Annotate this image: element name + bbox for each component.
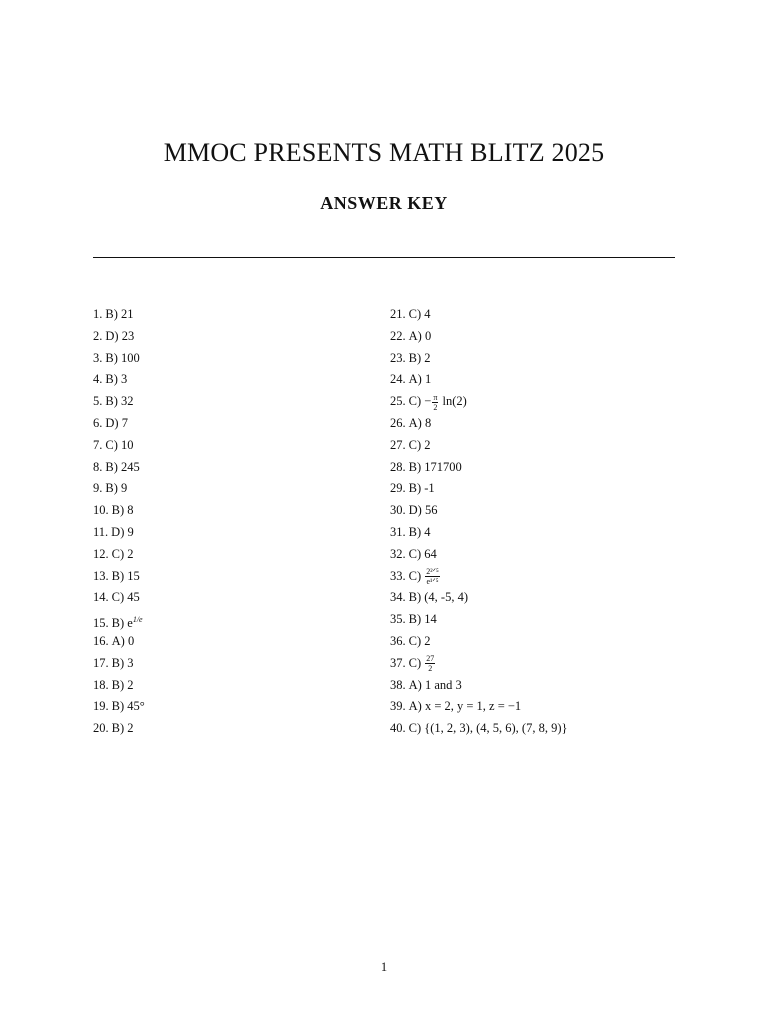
answer-number: 3. [93, 350, 103, 365]
answer-text: C) {(1, 2, 3), (4, 5, 6), (7, 8, 9)} [408, 721, 568, 736]
answer-item [390, 718, 567, 740]
header-divider [93, 257, 675, 258]
answer-item [93, 326, 145, 348]
answer-number: 39. [390, 699, 406, 714]
answer-item [390, 500, 567, 522]
answer-item [93, 587, 145, 609]
answer-fraction [432, 393, 438, 412]
answer-text: B) 245 [105, 459, 140, 474]
answer-item [93, 696, 145, 718]
answer-number: 26. [390, 415, 406, 430]
answer-number: 12. [93, 546, 109, 561]
answer-text: C) 64 [408, 546, 437, 561]
answer-item [93, 718, 145, 740]
answer-item [390, 631, 567, 653]
answer-number: 16. [93, 633, 109, 648]
answer-item [93, 391, 145, 413]
answer-text: C) 4 [408, 307, 431, 321]
fraction-denominator: 2 [428, 664, 433, 674]
answer-text: B) -1 [408, 481, 435, 496]
answer-number: 19. [93, 699, 109, 714]
answer-item [93, 544, 145, 566]
answer-number: 24. [390, 372, 406, 387]
answer-item [93, 457, 145, 479]
answer-item [390, 696, 567, 718]
answer-text: B) 45° [111, 699, 145, 714]
answer-item [93, 304, 145, 326]
answer-item [390, 391, 567, 413]
answer-item [93, 478, 145, 500]
answer-number: 17. [93, 655, 109, 670]
answer-number: 6. [93, 415, 103, 430]
answer-item [93, 566, 145, 588]
answer-text: B) e [111, 616, 133, 631]
answer-item [390, 566, 567, 588]
fraction-numerator: 27 [426, 654, 435, 664]
answer-list-left [93, 304, 145, 740]
answer-item [93, 522, 145, 544]
answer-superscript: 1/e [132, 615, 143, 625]
answer-text: B) 21 [105, 307, 134, 321]
answer-number: 2. [93, 328, 103, 343]
answer-number: 32. [390, 546, 406, 561]
answer-number: 35. [390, 612, 406, 627]
fraction-numerator: 2²ᐟ⁵ [426, 567, 439, 577]
answer-text: D) 56 [408, 503, 438, 518]
answer-text: D) 23 [105, 328, 135, 343]
answer-fraction [425, 654, 435, 673]
answer-text: C) − [408, 394, 432, 409]
answer-number: 31. [390, 524, 406, 539]
answer-number: 25. [390, 394, 406, 409]
page-number: 1 [380, 960, 388, 974]
answer-item [390, 609, 567, 631]
answer-number: 28. [390, 459, 406, 474]
answer-number: 33. [390, 568, 406, 583]
answer-item [390, 369, 567, 391]
answer-number: 5. [93, 394, 103, 409]
answer-text: B) 2 [408, 350, 431, 365]
answer-number: 23. [390, 350, 406, 365]
fraction-denominator: e¹ᐟ⁵ [426, 577, 439, 587]
answer-number: 15. [93, 616, 109, 631]
answer-text: A) 1 [408, 372, 432, 387]
answer-text: B) (4, -5, 4) [408, 590, 468, 605]
answer-text: B) 14 [408, 612, 437, 627]
answer-text: B) 9 [105, 481, 128, 496]
answer-list-right [390, 304, 567, 740]
answer-item [390, 544, 567, 566]
fraction-numerator: π [433, 392, 438, 402]
answer-number: 14. [93, 590, 109, 605]
answer-item [390, 348, 567, 370]
answer-text: B) 15 [111, 568, 140, 583]
answer-item [390, 522, 567, 544]
answer-text: C) 10 [105, 437, 134, 452]
page-title: MMOC PRESENTS MATH BLITZ 2025 [163, 138, 605, 167]
answer-text: B) 3 [105, 372, 128, 387]
answer-number: 27. [390, 437, 406, 452]
answer-number: 7. [93, 437, 103, 452]
answer-number: 10. [93, 503, 109, 518]
answer-number: 13. [93, 568, 109, 583]
answer-text-suffix: ln(2) [439, 394, 467, 409]
answer-text: A) 0 [408, 328, 432, 343]
answer-number: 18. [93, 677, 109, 692]
answer-number: 4. [93, 372, 103, 387]
answer-text: C) [408, 568, 425, 583]
answer-number: 36. [390, 633, 406, 648]
answer-number: 34. [390, 590, 406, 605]
answer-number: 11. [93, 524, 109, 539]
answer-item [390, 413, 567, 435]
answer-item [390, 304, 567, 326]
answer-item [93, 435, 145, 457]
fraction-denominator: 2 [433, 402, 438, 412]
answer-item [390, 675, 567, 697]
answer-text: C) 2 [408, 437, 431, 452]
answer-number: 1. [93, 307, 103, 321]
answer-number: 40. [390, 721, 406, 736]
answer-text: B) 2 [111, 677, 134, 692]
answer-item [93, 369, 145, 391]
answer-item [93, 500, 145, 522]
answer-text: B) 3 [111, 655, 134, 670]
answer-text: A) 0 [111, 633, 135, 648]
answer-item [93, 413, 145, 435]
page-subtitle: ANSWER KEY [320, 193, 448, 213]
answer-text: B) 100 [105, 350, 140, 365]
answer-fraction [425, 567, 440, 586]
answer-item [93, 675, 145, 697]
answer-text: B) 8 [111, 503, 134, 518]
answer-number: 38. [390, 677, 406, 692]
answer-item [93, 609, 145, 631]
answer-item [93, 631, 145, 653]
answer-text: D) 7 [105, 415, 128, 430]
answer-number: 20. [93, 721, 109, 736]
answer-item [390, 457, 567, 479]
answer-item [390, 478, 567, 500]
answer-item [93, 348, 145, 370]
answer-item [390, 326, 567, 348]
answer-text: D) 9 [111, 524, 134, 539]
answer-text: A) x = 2, y = 1, z = −1 [408, 699, 522, 714]
answer-number: 8. [93, 459, 103, 474]
answer-item [390, 653, 567, 675]
answer-text: A) 1 and 3 [408, 677, 462, 692]
answer-number: 37. [390, 655, 406, 670]
answer-text: C) 2 [111, 546, 134, 561]
answer-text: A) 8 [408, 415, 432, 430]
answer-number: 22. [390, 328, 406, 343]
answer-text: C) 45 [111, 590, 140, 605]
answer-number: 29. [390, 481, 406, 496]
answer-number: 9. [93, 481, 103, 496]
answer-number: 21. [390, 307, 406, 321]
answer-item [93, 653, 145, 675]
answer-text: B) 32 [105, 394, 134, 409]
answer-text: C) 2 [408, 633, 431, 648]
answer-text: B) 2 [111, 721, 134, 736]
answer-item [390, 435, 567, 457]
answer-text: B) 171700 [408, 459, 462, 474]
answer-number: 30. [390, 503, 406, 518]
answer-text: C) [408, 655, 425, 670]
answer-text: B) 4 [408, 524, 431, 539]
answer-item [390, 587, 567, 609]
